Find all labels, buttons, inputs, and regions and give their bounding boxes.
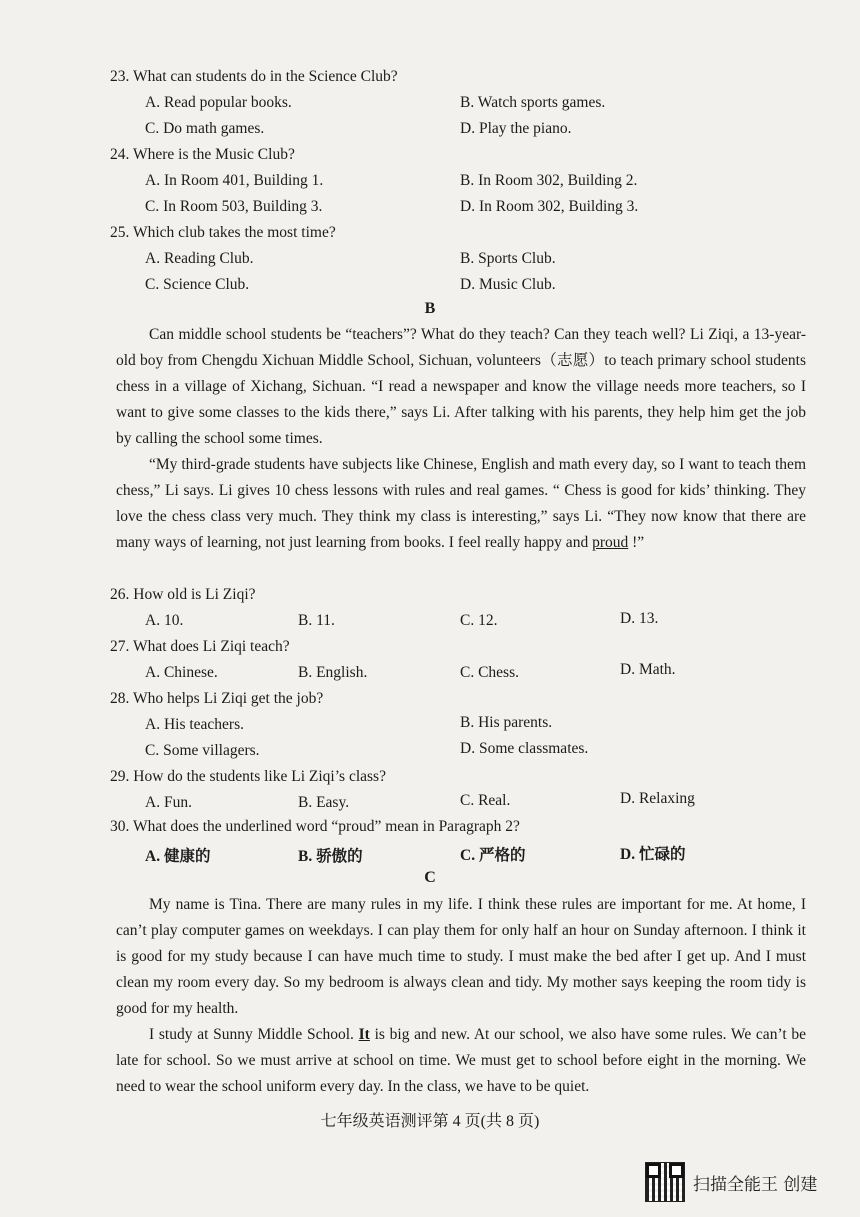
option-a: A. 10. bbox=[145, 612, 184, 629]
option-b: B. Easy. bbox=[298, 794, 350, 811]
paragraph-text: “My third-grade students have subjects like Chinese, English and math every day, so I want to teach them chess,” Li says. Li gives 10 chess lessons with rules and real games. “ Chess is good for kids’ thinking. They love the chess class very much. They think my class is interesting,” says Li. “They now know that there are many ways of learning, not just learning from books. I feel really happy and bbox=[116, 456, 806, 551]
underlined-word: It bbox=[358, 1026, 370, 1043]
option-b: B. Sports Club. bbox=[460, 250, 556, 267]
question-28: 28. Who helps Li Ziqi get the job? bbox=[110, 690, 324, 707]
passage-c-paragraph-2 bbox=[116, 1022, 806, 1100]
watermark-text: 扫描全能王 创建 bbox=[693, 1174, 818, 1195]
passage-b-paragraph-2 bbox=[116, 452, 806, 556]
question-29: 29. How do the students like Li Ziqi’s class? bbox=[110, 768, 386, 785]
option-d: D. In Room 302, Building 3. bbox=[460, 198, 639, 215]
option-d: D. 忙碌的 bbox=[620, 846, 686, 863]
option-a: A. Read popular books. bbox=[145, 94, 292, 111]
option-c: C. 12. bbox=[460, 612, 498, 629]
option-b: B. 骄傲的 bbox=[298, 848, 363, 865]
option-b: B. English. bbox=[298, 664, 368, 681]
option-d: D. Play the piano. bbox=[460, 120, 572, 137]
section-c-heading: C bbox=[424, 869, 436, 886]
option-d: D. Music Club. bbox=[460, 276, 556, 293]
paragraph-text: is big and new. At our school, we also have some rules. We can’t be late for school. So we must arrive at school on time. We must get to school before eight in the morning. We need to wear the school uniform every day. In the class, we have to be quiet. bbox=[116, 1026, 806, 1095]
question-23: 23. What can students do in the Science Club? bbox=[110, 68, 398, 85]
option-d: D. Some classmates. bbox=[460, 740, 589, 757]
option-a: A. Chinese. bbox=[145, 664, 218, 681]
option-c: C. 严格的 bbox=[460, 847, 526, 864]
option-c: C. Science Club. bbox=[145, 276, 250, 293]
option-c: C. Chess. bbox=[460, 664, 519, 681]
option-c: C. In Room 503, Building 3. bbox=[145, 198, 323, 215]
option-a: A. 健康的 bbox=[145, 848, 211, 865]
option-c: C. Some villagers. bbox=[145, 742, 260, 759]
passage-b-paragraph-1: Can middle school students be “teachers”? What do they teach? Can they teach well? Li Ziqi, a 13-year-old boy from Chengdu Xichuan Middle School, Sichuan, volunteers（志愿）to teach primary school students chess in a village of Xichang, Sichuan. “I read a newspaper and know the village needs more teachers, so I want to give some classes to the kids there,” says Li. After talking with his parents, they help him get the job by calling the school some times. bbox=[116, 326, 806, 447]
option-a: A. In Room 401, Building 1. bbox=[145, 172, 324, 189]
question-26: 26. How old is Li Ziqi? bbox=[110, 586, 256, 603]
passage-c-paragraph-1: My name is Tina. There are many rules in my life. I think these rules are important for me. At home, I can’t play computer games on weekdays. I can play them for only half an hour on Sunday afternoon. I think it is good for my study because I can have much time to study. I must make the bed after I get up. And I must clean my room every day. So my bedroom is always clean and tidy. My mother says keeping the room tidy is good for my health. bbox=[116, 896, 806, 1017]
paragraph-text: !” bbox=[628, 534, 645, 551]
question-25: 25. Which club takes the most time? bbox=[110, 224, 336, 241]
option-d: D. 13. bbox=[620, 610, 659, 627]
option-a: A. Fun. bbox=[145, 794, 192, 811]
section-b-heading: B bbox=[424, 300, 436, 317]
question-30: 30. What does the underlined word “proud” mean in Paragraph 2? bbox=[110, 818, 520, 835]
option-b: B. In Room 302, Building 2. bbox=[460, 172, 638, 189]
option-b: B. Watch sports games. bbox=[460, 94, 606, 111]
option-b: B. His parents. bbox=[460, 714, 553, 731]
option-c: C. Do math games. bbox=[145, 120, 265, 137]
question-27: 27. What does Li Ziqi teach? bbox=[110, 638, 290, 655]
scanner-watermark bbox=[645, 1162, 817, 1202]
underlined-word: proud bbox=[592, 534, 629, 551]
question-24: 24. Where is the Music Club? bbox=[110, 146, 295, 163]
option-a: A. Reading Club. bbox=[145, 250, 254, 267]
option-b: B. 11. bbox=[298, 612, 335, 629]
option-d: D. Math. bbox=[620, 661, 676, 678]
qr-code-icon bbox=[645, 1162, 685, 1202]
option-a: A. His teachers. bbox=[145, 716, 244, 733]
paragraph-text: I study at Sunny Middle School. bbox=[149, 1026, 359, 1043]
page-footer: 七年级英语测评第 4 页(共 8 页) bbox=[320, 1113, 540, 1130]
option-d: D. Relaxing bbox=[620, 790, 695, 807]
option-c: C. Real. bbox=[460, 792, 511, 809]
